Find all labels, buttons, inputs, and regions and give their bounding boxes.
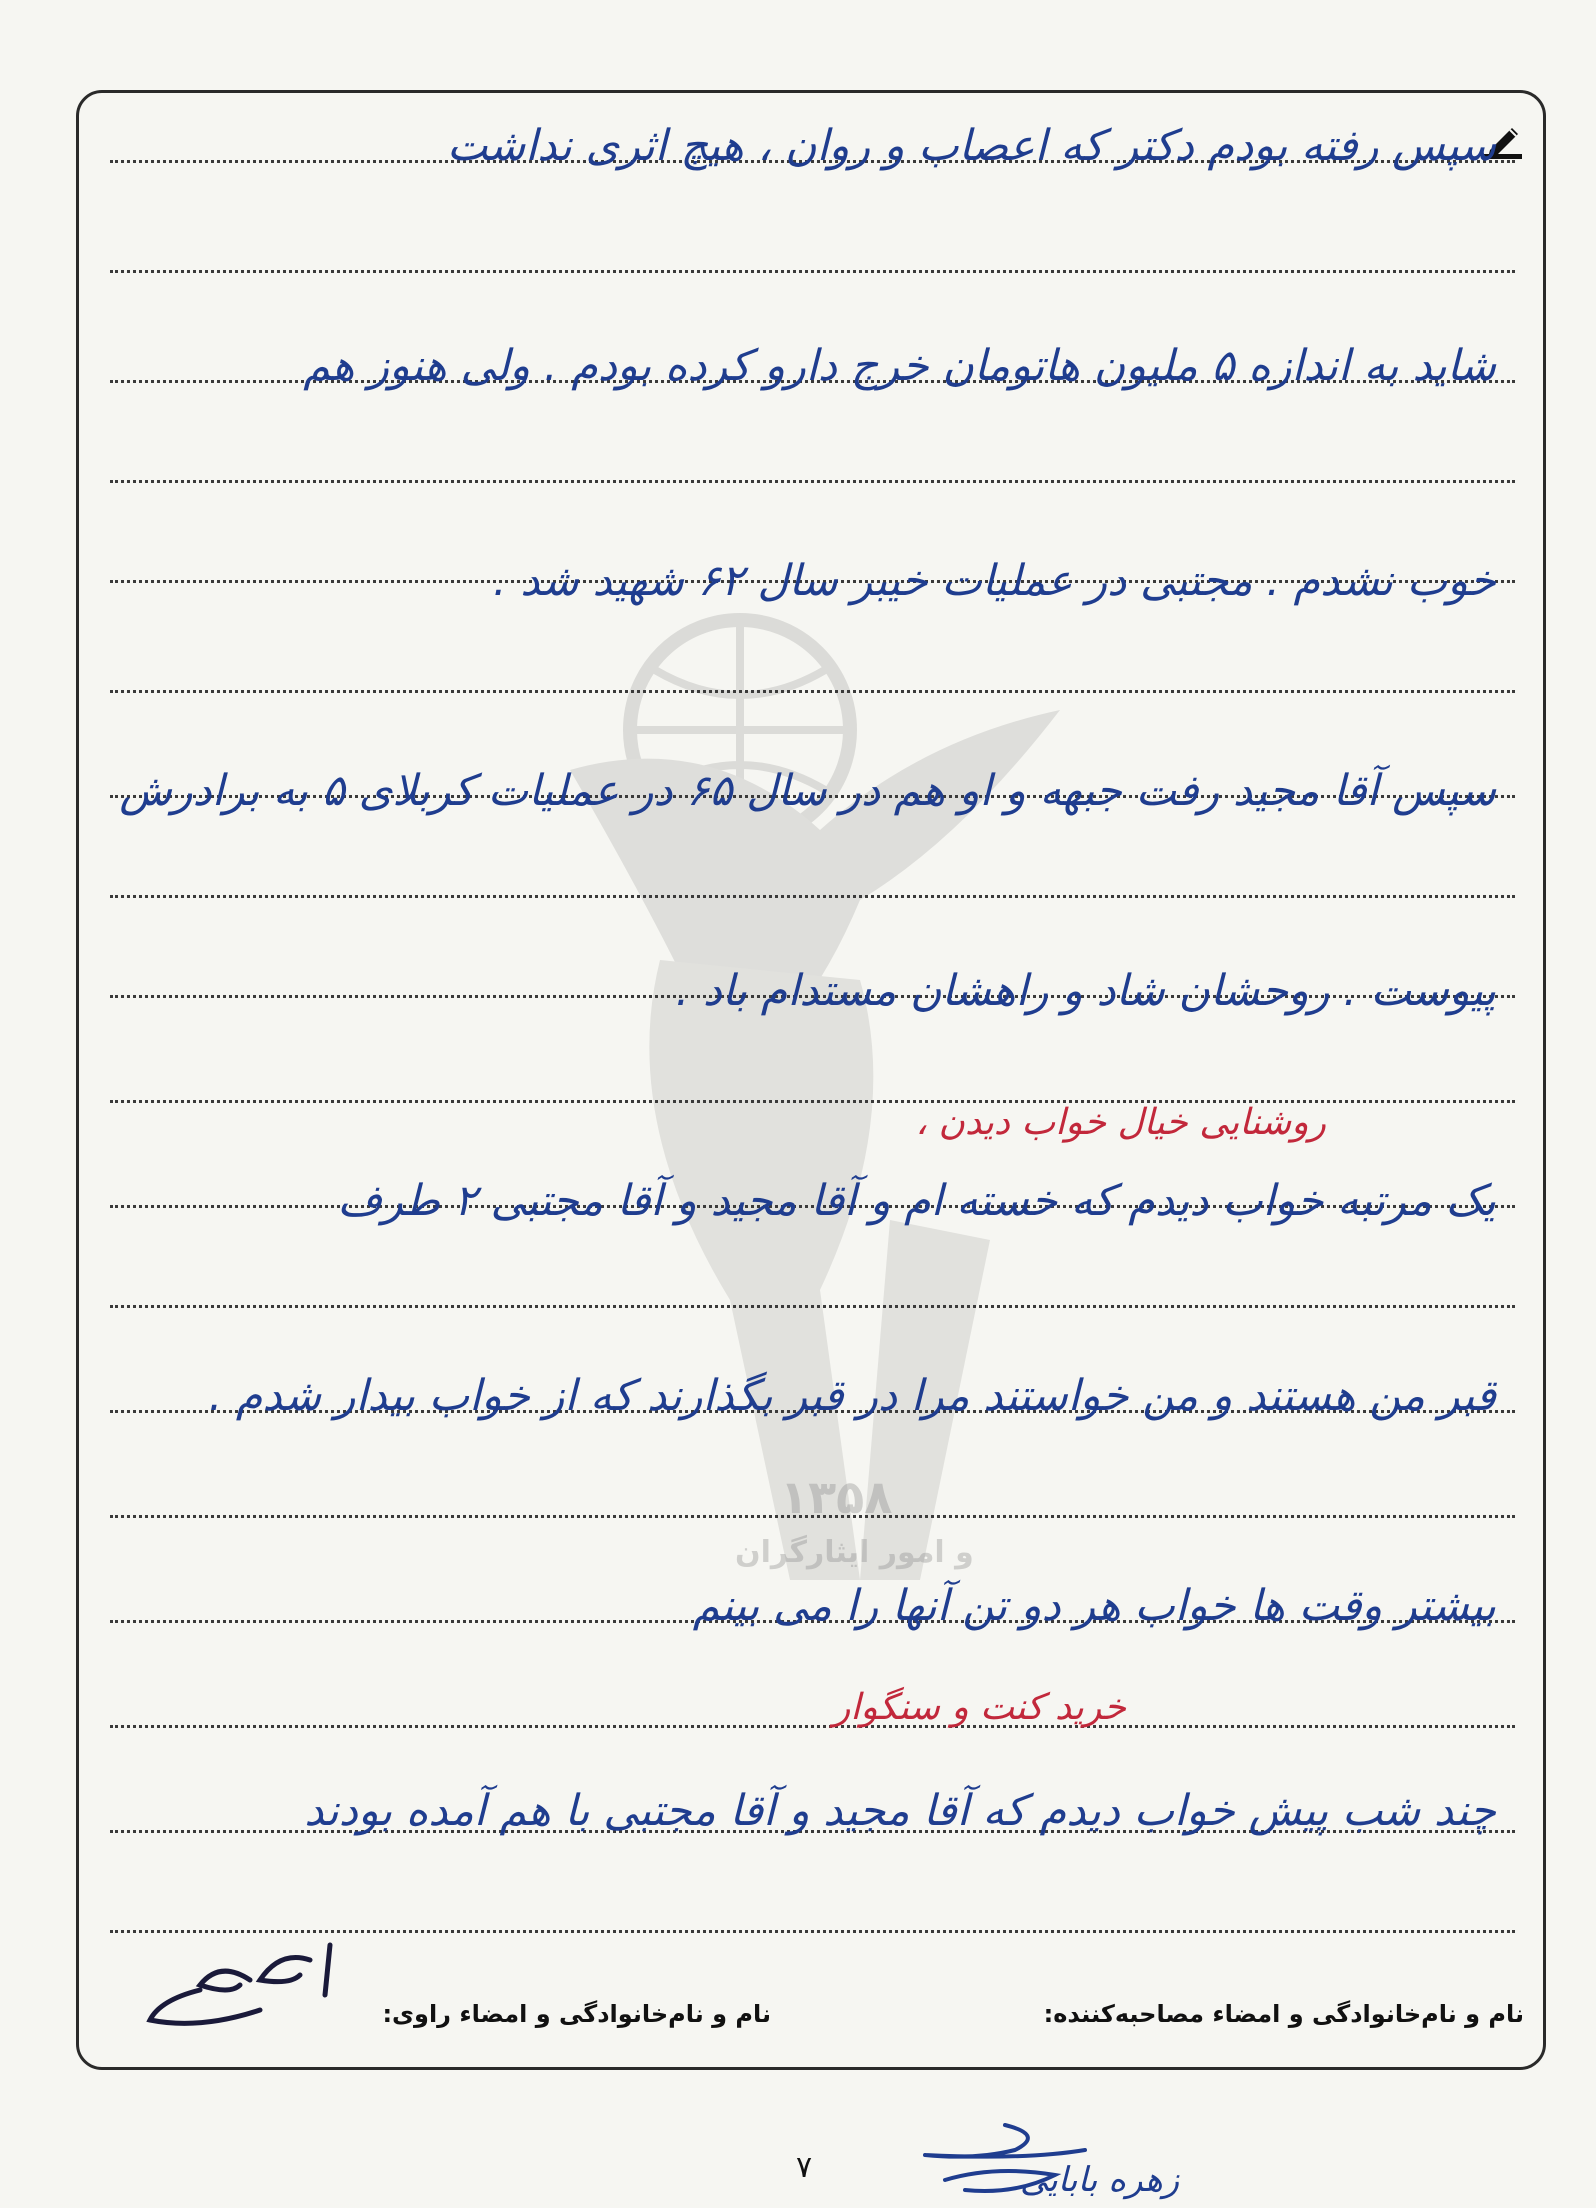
dotted-line [110, 1725, 1515, 1728]
handwritten-line: خوب نشدم . مجتبی در عملیات خیبر سال ۶۲ شهید شد . [492, 556, 1496, 606]
handwritten-line: سپس آقا مجید رفت جبهه و او هم در سال ۶۵ در عملیات کربلای ۵ به برادرش [119, 766, 1496, 816]
dotted-line [110, 1305, 1515, 1308]
dotted-line [110, 1515, 1515, 1518]
dotted-line [110, 480, 1515, 483]
dotted-line [110, 895, 1515, 898]
dotted-line [110, 690, 1515, 693]
dotted-line [110, 1930, 1515, 1933]
margin-note: خرید کنت و سنگوار [833, 1687, 1126, 1728]
dotted-line [110, 270, 1515, 273]
handwritten-line: یک مرتبه خواب دیدم که خسته ام و آقا مجید و آقا مجتبی ۲ طرف [337, 1176, 1496, 1226]
interviewer-signature-label: نام و نام‌خانوادگی و امضاء مصاحبه‌کننده: [1043, 2000, 1524, 2028]
interviewer-name: زهره بابایی [1020, 2160, 1180, 2200]
handwritten-line: سپس رفته بودم دکتر که اعصاب و روان ، هیچ اثری نداشت [447, 121, 1496, 171]
watermark-year: ۱۳۵۸ [780, 1470, 893, 1524]
handwritten-line: چند شب پیش خواب دیدم که آقا مجید و آقا مجتبی با هم آمده بودند [304, 1786, 1496, 1836]
narrator-signature-label: نام و نام‌خانوادگی و امضاء راوی: [382, 2000, 771, 2028]
handwritten-line: قبر من هستند و من خواستند مرا در قبر بگذارند که از خواب بیدار شدم . [208, 1371, 1496, 1421]
watermark-org-text: و امور ایثارگران [735, 1535, 974, 1570]
handwritten-line: پیوست . روحشان شاد و راهشان مستدام باد . [675, 966, 1496, 1016]
margin-note: روشنایی خیال خواب دیدن ، [915, 1102, 1326, 1143]
narrator-signature [140, 1940, 340, 2035]
page-number: ۷ [796, 2150, 813, 2185]
handwritten-line: شاید به اندازه ۵ ملیون هاتومان خرج دارو کرده بودم . ولی هنوز هم [303, 341, 1496, 391]
handwritten-line: بیشتر وقت ها خواب هر دو تن آنها را می بینم [692, 1581, 1496, 1631]
